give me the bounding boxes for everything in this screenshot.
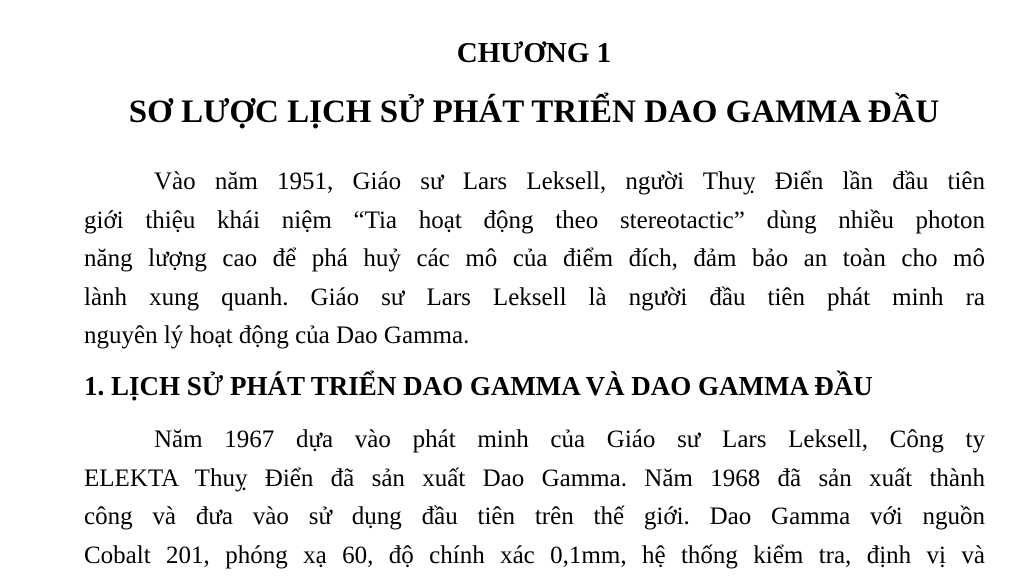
intro-paragraph	[84, 163, 985, 356]
section-heading: 1. LỊCH SỬ PHÁT TRIỂN DAO GAMMA VÀ DAO GAMMA ĐẦU	[84, 371, 873, 401]
chapter-title: SƠ LƯỢC LỊCH SỬ PHÁT TRIỂN DAO GAMMA ĐẦU	[128, 94, 940, 130]
paragraph-line: ELEKTA Thuỵ Điển đã sản xuất Dao Gamma. Năm 1968 đã sản xuất thành	[84, 464, 985, 492]
paragraph-line: lành xung quanh. Giáo sư Lars Leksell là người đầu tiên phát minh ra	[84, 283, 985, 311]
paragraph-line: Vào năm 1951, Giáo sư Lars Leksell, người Thuỵ Điển lần đầu tiên	[154, 168, 985, 195]
paragraph-line: năng lượng cao để phá huỷ các mô của điểm đích, đảm bảo an toàn cho mô	[84, 245, 985, 272]
paragraph-line: Cobalt 201, phóng xạ 60, độ chính xác 0,1mm, hệ thống kiểm tra, định vị và	[84, 541, 985, 569]
history-paragraph	[84, 421, 985, 575]
paragraph-line: nguyên lý hoạt động của Dao Gamma.	[84, 322, 470, 349]
paragraph-line: công và đưa vào sử dụng đầu tiên trên thế giới. Dao Gamma với nguồn	[84, 503, 985, 530]
chapter-label: CHƯƠNG 1	[456, 37, 612, 69]
paragraph-line: Năm 1967 dựa vào phát minh của Giáo sư Lars Leksell, Công ty	[154, 426, 985, 453]
paragraph-line: giới thiệu khái niệm “Tia hoạt động theo stereotactic” dùng nhiều photon	[84, 206, 985, 234]
